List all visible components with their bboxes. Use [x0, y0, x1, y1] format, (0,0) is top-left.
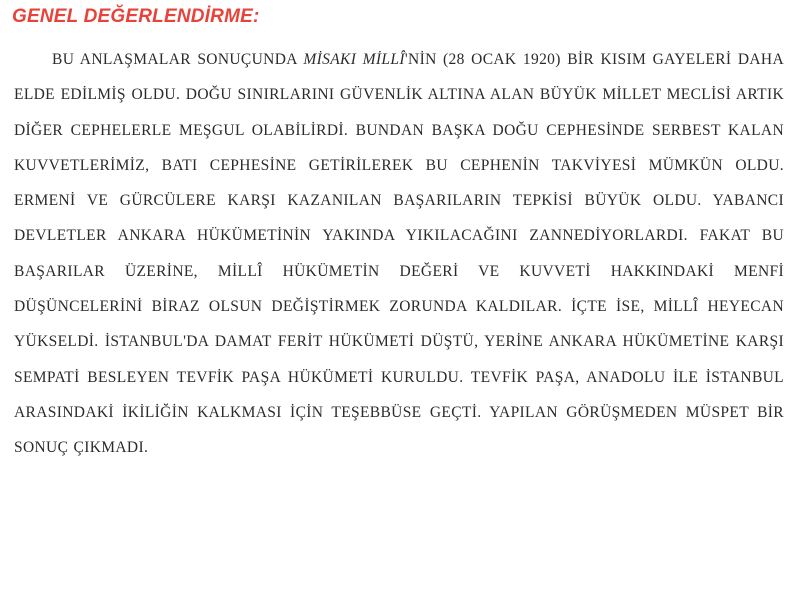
paragraph-text-start: BU ANLAŞMALAR SONUÇUNDA: [52, 51, 304, 68]
paragraph-text-rest: 'NİN (28 OCAK 1920) BİR KISIM GAYELERİ DAHA ELDE EDİLMİŞ OLDU. DOĞU SINIRLARINI GÜVENLİK ALTINA ALAN BÜYÜK MİLLET MECLİSİ ARTIK DİĞER CEPHELERLE MEŞGUL OLABİLİRDİ. BUNDAN BAŞKA DOĞU CEPHESİNDE SERBEST KALAN KUVVETLERİMİZ, BATI CEPHESİNE GETİRİLEREK BU CEPHENİN TAKVİYESİ MÜMKÜN OLDU. ERMENİ VE GÜRCÜLERE KARŞI KAZANILAN BAŞARILARIN TEPKİSİ BÜYÜK OLDU. YABANCI DEVLETLER ANKARA HÜKÜMETİNİN YAKINDA YIKILACAĞINI ZANNEDİYORLARDI. FAKAT BU BAŞARILAR ÜZERİNE, MİLLÎ HÜKÜMETİN DEĞERİ VE KUVVETİ HAKKINDAKİ MENFİ DÜŞÜNCELERİNİ BİRAZ OLSUN DEĞİŞTİRMEK ZORUNDA KALDILAR. İÇTE İSE, MİLLÎ HEYECAN YÜKSELDİ. İSTANBUL'DA DAMAT FERİT HÜKÜMETİ DÜŞTÜ, YERİNE ANKARA HÜKÜMETİNE KARŞI SEMPATİ BESLEYEN TEVFİK PAŞA HÜKÜMETİ KURULDU. TEVFİK PAŞA, ANADOLU İLE İSTANBUL ARASINDAKİ İKİLİĞİN KALKMASI İÇİN TEŞEBBÜSE GEÇTİ. YAPILAN GÖRÜŞMEDEN MÜSPET BİR SONUÇ ÇIKMADI.: [14, 51, 785, 457]
slide-heading: GENEL DEĞERLENDİRME:: [12, 6, 260, 27]
paragraph-italic-term: MİSAKI MİLLÎ: [303, 51, 405, 68]
body-paragraph: [14, 42, 784, 466]
